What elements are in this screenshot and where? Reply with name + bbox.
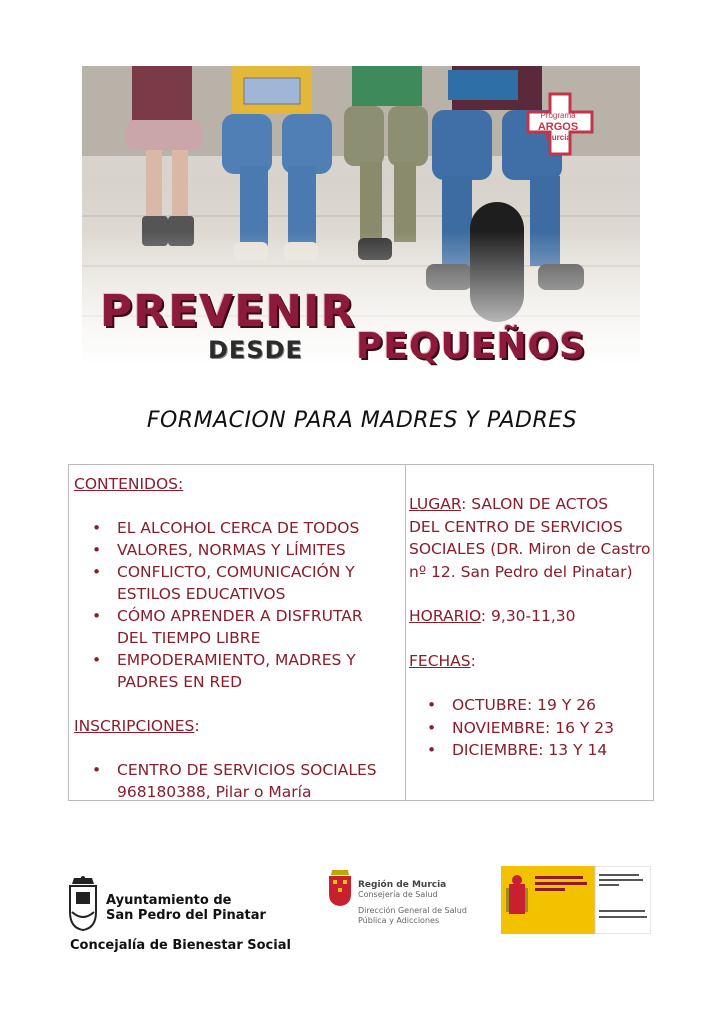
- place-heading: LUGAR: [409, 495, 462, 513]
- list-item: • CONFLICTO, COMUNICACIÓN Y ESTILOS EDUCATIVOS: [74, 561, 399, 605]
- contents-list: [74, 517, 399, 693]
- subtitle: FORMACION PARA MADRES Y PADRES: [146, 408, 578, 433]
- registrations-heading: INSCRIPCIONES:: [74, 717, 200, 735]
- ayuntamiento-shield-icon: [66, 876, 100, 932]
- contents-heading: CONTENIDOS:: [74, 475, 184, 493]
- dates-list: [409, 694, 651, 762]
- concejalia-label: Concejalía de Bienestar Social: [70, 938, 291, 953]
- registrations-list: [74, 759, 399, 803]
- place-block: LUGAR: SALON DE ACTOS DEL CENTRO DE SERVICIOS SOCIALES (DR. Miron de Castro nº 12. San Pedro del Pinatar): [409, 495, 651, 581]
- argos-badge-icon: [512, 90, 604, 160]
- ministerio-sanidad-logo: [501, 866, 651, 934]
- schedule-value: 9,30-11,30: [491, 607, 576, 625]
- list-item: • VALORES, NORMAS Y LÍMITES: [74, 539, 399, 561]
- title-prevenir: PREVENIR: [100, 286, 356, 337]
- badge-line-2: ARGOS: [537, 121, 579, 133]
- list-item: • EL ALCOHOL CERCA DE TODOS: [74, 517, 399, 539]
- list-item: • EMPODERAMIENTO, MADRES Y PADRES EN RED: [74, 649, 399, 693]
- badge-line-3: Murcia: [545, 133, 571, 142]
- list-item: • CENTRO DE SERVICIOS SOCIALES 968180388, Pilar o María: [74, 759, 399, 803]
- list-item: • DICIEMBRE: 13 Y 14: [409, 739, 651, 762]
- dates-heading: FECHAS:: [409, 651, 476, 670]
- list-item: • CÓMO APRENDER A DISFRUTAR DEL TIEMPO LIBRE: [74, 605, 399, 649]
- column-divider: [405, 465, 406, 800]
- list-item: • NOVIEMBRE: 16 Y 23: [409, 717, 651, 740]
- schedule-block: HORARIO: 9,30-11,30: [409, 607, 576, 625]
- schedule-heading: HORARIO: [409, 607, 481, 625]
- right-column: [409, 493, 651, 762]
- title-desde: DESDE: [208, 336, 303, 364]
- region-murcia-text: Región de Murcia Consejería de Salud Dirección General de Salud Pública y Adicciones: [358, 880, 467, 925]
- badge-line-1: Programa: [540, 111, 576, 120]
- list-item: • OCTUBRE: 19 Y 26: [409, 694, 651, 717]
- left-column: [74, 473, 399, 803]
- info-table: [68, 464, 654, 801]
- title-pequenos: PEQUEÑOS: [356, 326, 587, 367]
- ayuntamiento-name: Ayuntamiento de San Pedro del Pinatar: [106, 893, 266, 923]
- region-murcia-shield-icon: [327, 868, 353, 908]
